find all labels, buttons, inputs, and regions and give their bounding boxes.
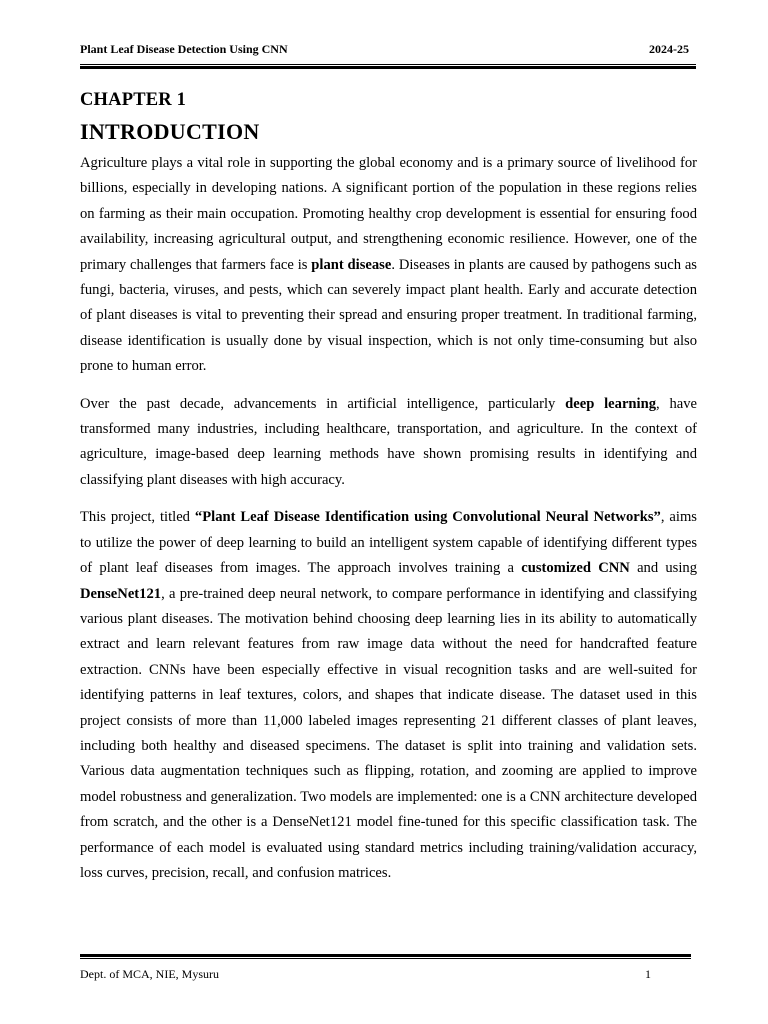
header-rule-thick	[80, 66, 696, 69]
header-rule	[80, 64, 696, 69]
paragraph-3-text-c: , aims to utilize the power of deep learning to build an intelligent system capable of identifying different types of plant leaf diseases from images. The approach involves training a	[80, 509, 697, 577]
footer-rule-thick	[80, 954, 691, 957]
paragraph-2-bold-1: deep learning	[565, 395, 657, 412]
chapter-label: CHAPTER 1	[80, 90, 187, 110]
paragraph-3-bold-1: “Plant Leaf Disease Identification using Convolutional Neural Networks”	[194, 509, 661, 526]
paragraph-3-text-a: This project, titled	[80, 509, 195, 526]
paragraph-1-text-a: Agriculture plays a vital role in supporting the global economy and is a primary source of livelihood for billions, especially in developing nations. A significant portion of the population in these regions relies on farming as their main occupation. Promoting healthy crop development is essential for ensuring food availability, increasing agricultural output, and strengthening economic resilience. However, one of the primary challenges that farmers face is	[80, 155, 697, 273]
paragraph-1	[80, 151, 697, 380]
paragraph-3-bold-2: customized CNN	[521, 560, 630, 577]
paragraph-1-text-c: . Diseases in plants are caused by pathogens such as fungi, bacteria, viruses, and pests, which can severely impact plant health. Early and accurate detection of plant diseases is vital to preventing their spread and ensuring proper treatment. In traditional farming, disease identification is usually done by visual inspection, which is not only time-consuming but also prone to human error.	[80, 256, 697, 375]
paragraph-2-text-c: , have transformed many industries, including healthcare, transportation, and agriculture. In the context of agriculture, image-based deep learning methods have shown promising results in identifying and classifying plant diseases with high accuracy.	[80, 395, 697, 488]
chapter-heading: INTRODUCTION	[80, 119, 260, 144]
paragraph-2-text-a: Over the past decade, advancements in artificial intelligence, particularly	[80, 395, 566, 412]
header-rule-thin	[80, 64, 696, 65]
paragraph-3-text-d: and using	[629, 560, 698, 577]
paragraph-3-bold-3: DenseNet121	[80, 585, 162, 602]
page-number: 1	[645, 967, 651, 981]
paragraph-3	[80, 505, 697, 886]
page-header	[80, 40, 689, 60]
header-year: 2024-25	[649, 42, 689, 56]
paragraph-2	[80, 392, 697, 494]
main-content	[80, 84, 697, 898]
header-title: Plant Leaf Disease Detection Using CNN	[80, 42, 288, 56]
paragraph-3-text-e: , a pre-trained deep neural network, to compare performance in identifying and classifying various plant diseases. The motivation behind choosing deep learning lies in its ability to automatically extract and learn relevant features from raw image data without the need for handcrafted feature extraction. CNNs have been especially effective in visual recognition tasks and are well-suited for identifying patterns in leaf textures, colors, and shapes that indicate disease. The dataset used in this project consists of more than 11,000 labeled images representing 21 different classes of plant leaves, including both healthy and diseased specimens. The dataset is split into training and validation sets. Various data augmentation techniques such as flipping, rotation, and zooming are applied to improve model robustness and generalization. Two models are implemented: one is a CNN architecture developed from scratch, and the other is a DenseNet121 model fine-tuned for this specific classification task. The performance of each model is evaluated using standard metrics including training/validation accuracy, loss curves, precision, recall, and confusion matrices.	[80, 585, 697, 881]
footer-rule	[80, 954, 691, 959]
footer-dept: Dept. of MCA, NIE, Mysuru	[80, 967, 219, 981]
paragraph-1-bold-1: plant disease	[311, 256, 392, 273]
footer-rule-thin	[80, 958, 691, 959]
